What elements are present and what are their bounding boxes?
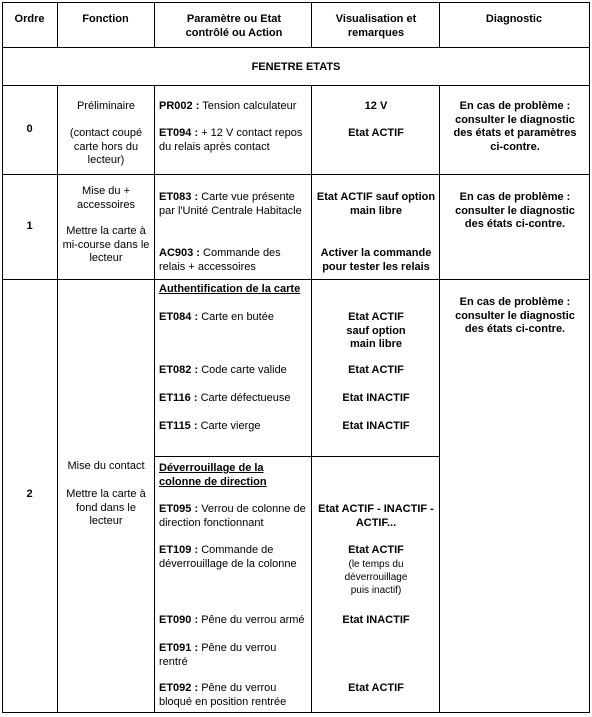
- section-divider: [2, 85, 590, 86]
- param-text: Tension calculateur: [199, 100, 297, 112]
- param-code: ET116 :: [159, 392, 198, 404]
- col-divider: [311, 85, 312, 713]
- param-text: Carte défectueuse: [197, 392, 291, 404]
- param-code: ET083 :: [159, 191, 199, 203]
- param-text: Verrou de colonne de direction fonctionnant: [159, 503, 306, 529]
- param-item: [159, 642, 307, 669]
- col-divider: [311, 2, 312, 48]
- diagnostic-text: En cas de problème : consulter le diagnostic des états ci-contre.: [455, 296, 575, 335]
- row-ordre: 1: [26, 220, 33, 232]
- param-item: [159, 614, 307, 628]
- param-text: Pêne du verrou rentré: [159, 642, 277, 668]
- param-code: ET091 :: [159, 642, 199, 654]
- param-item: [159, 420, 307, 434]
- table-border-left: [2, 2, 3, 713]
- row-fonction-a: Mise du + accessoires: [76, 185, 136, 211]
- vis-value: Etat INACTIF: [342, 420, 410, 432]
- param-code: ET094 :: [159, 127, 199, 139]
- group-title: Authentification de la carte: [159, 283, 301, 295]
- param-item: [159, 544, 307, 571]
- param-text: + 12 V contact repos du relais après contact: [159, 127, 303, 153]
- param-item: [159, 311, 307, 325]
- param-code: ET092 :: [159, 682, 199, 694]
- col-divider: [439, 85, 440, 713]
- group-title: Déverrouillage de la colonne de direction: [159, 462, 267, 488]
- param-code: ET090 :: [159, 614, 199, 626]
- param-text: Commande des relais + accessoires: [159, 247, 281, 273]
- header-divider: [2, 47, 590, 48]
- param-text: Carte vue présente par l'Unité Centrale Habitacle: [159, 191, 302, 217]
- row-ordre: 2: [26, 488, 33, 500]
- param-item: [159, 392, 307, 406]
- param-code: ET115 :: [159, 420, 198, 432]
- param-code: AC903 :: [159, 247, 200, 259]
- vis-value: Etat ACTIF: [348, 682, 404, 694]
- vis-value: Etat ACTIF - INACTIF - ACTIF...: [318, 503, 434, 529]
- param-text: Commande de déverrouillage de la colonne: [159, 544, 297, 570]
- group-divider: [154, 456, 439, 457]
- param-text: Carte vierge: [197, 420, 261, 432]
- col-divider: [154, 2, 155, 48]
- row-fonction-a: Mise du contact: [67, 460, 145, 472]
- vis-value: Etat INACTIF: [342, 392, 410, 404]
- param-item: [159, 503, 307, 530]
- header-fonction: Fonction: [82, 13, 129, 25]
- row-fonction-a: Préliminaire: [76, 100, 136, 112]
- param-text: Code carte valide: [198, 364, 287, 376]
- param-item: [159, 127, 307, 154]
- param-text: Pêne du verrou bloqué en position rentrée: [159, 682, 287, 708]
- param-code: PR002 :: [159, 100, 200, 112]
- row-divider: [2, 279, 590, 280]
- param-text: Pêne du verrou armé: [198, 614, 305, 626]
- row-fonction-b: Mettre la carte à fond dans le lecteur: [66, 488, 146, 527]
- param-code: ET109 :: [159, 544, 199, 556]
- row-fonction-b: Mettre la carte à mi-course dans le lecteur: [62, 225, 150, 264]
- vis-value: Etat ACTIF: [348, 127, 404, 139]
- table-border-top: [2, 2, 590, 3]
- param-item: [159, 682, 307, 709]
- param-code: ET082 :: [159, 364, 199, 376]
- row-fonction-b: (contact coupé carte hors du lecteur): [69, 127, 143, 166]
- diagnostic-text: En cas de problème : consulter le diagnostic des états ci-contre.: [455, 191, 575, 230]
- col-divider: [57, 85, 58, 713]
- col-divider: [154, 85, 155, 713]
- header-parametre: Paramètre ou Etat contrôlé ou Action: [185, 13, 283, 39]
- header-visualisation: Visualisation et remarques: [335, 13, 417, 39]
- header-diagnostic: Diagnostic: [485, 13, 543, 25]
- param-item: [159, 191, 307, 218]
- row-ordre: 0: [26, 123, 33, 135]
- param-item: [159, 247, 307, 274]
- diagnostic-text: En cas de problème : consulter le diagnostic des états et paramètres ci-contre.: [453, 100, 577, 153]
- param-text: Carte en butée: [198, 311, 274, 323]
- table-border-bottom: [2, 712, 590, 713]
- vis-value: 12 V: [364, 100, 388, 112]
- header-ordre: Ordre: [14, 13, 45, 25]
- vis-note: (le temps du déverrouillage puis inactif): [344, 559, 408, 596]
- param-code: ET084 :: [159, 311, 199, 323]
- vis-value: Etat ACTIF: [348, 544, 404, 556]
- vis-value: Etat ACTIF sauf option main libre: [316, 191, 436, 217]
- param-item: [159, 100, 307, 114]
- vis-value: Activer la commande pour tester les relais: [320, 247, 432, 273]
- param-code: ET095 :: [159, 503, 199, 515]
- row-divider: [2, 174, 590, 175]
- section-title: FENETRE ETATS: [251, 61, 341, 73]
- table-border-right: [589, 2, 590, 713]
- param-item: [159, 364, 307, 378]
- vis-value: Etat INACTIF: [342, 614, 410, 626]
- vis-value: Etat ACTIF sauf option main libre: [346, 311, 406, 350]
- vis-value: Etat ACTIF: [348, 364, 404, 376]
